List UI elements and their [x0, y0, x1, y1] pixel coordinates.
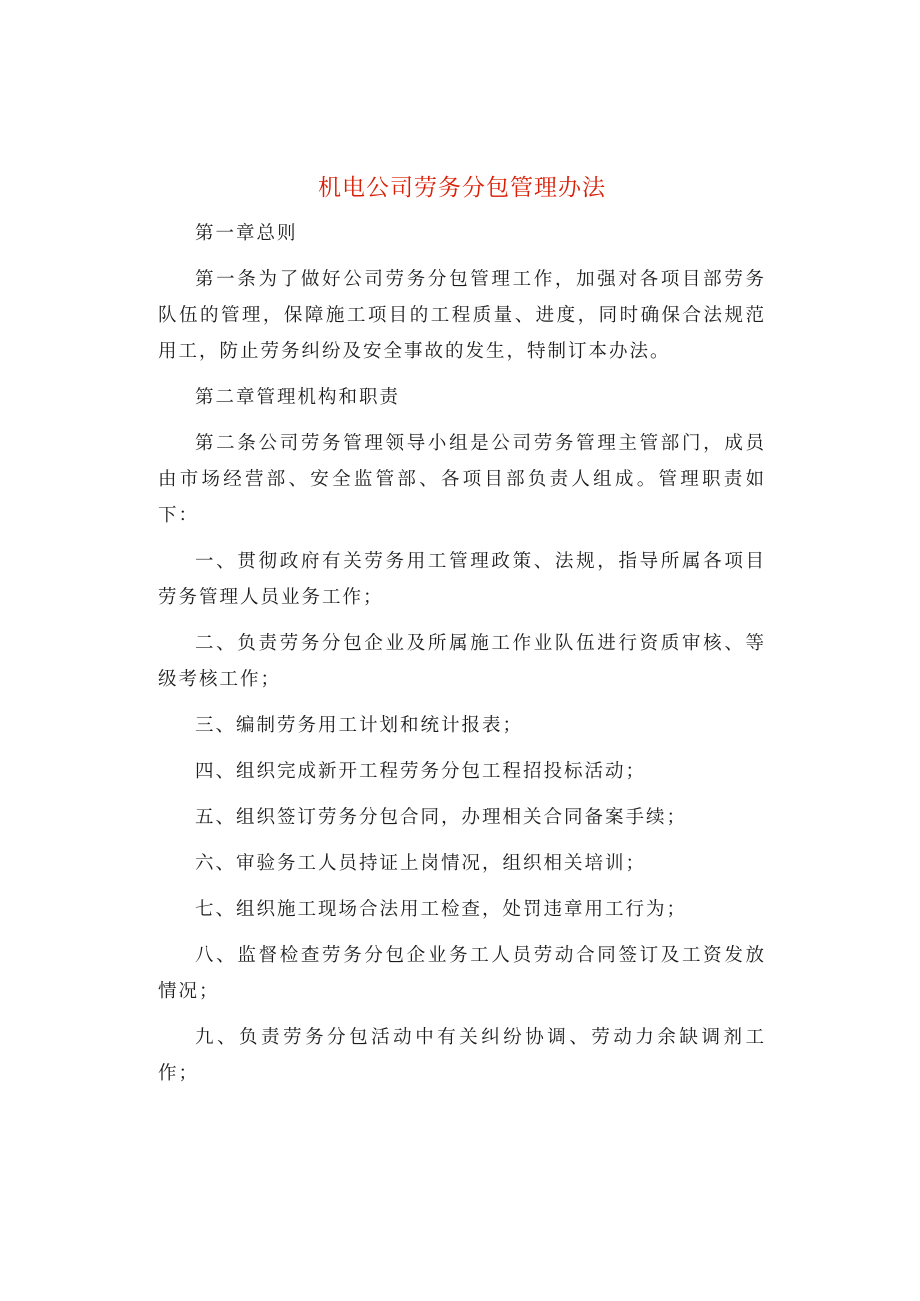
duty-item: 二、负责劳务分包企业及所属施工作业队伍进行资质审核、等级考核工作； [158, 633, 766, 690]
article-paragraph: 第一条为了做好公司劳务分包管理工作，加强对各项目部劳务队伍的管理，保障施工项目的工程质量、进度，同时确保合法规范用工，防止劳务纠纷及安全事故的发生，特制订本办法。 [158, 269, 766, 362]
document-page [158, 170, 766, 1102]
duty-item: 五、组织签订劳务分包合同，办理相关合同备案手续； [195, 807, 688, 828]
duty-item: 一、贯彻政府有关劳务用工管理政策、法规，指导所属各项目劳务管理人员业务工作； [158, 551, 766, 608]
duty-item: 九、负责劳务分包活动中有关纠纷协调、劳动力余缺调剂工作； [158, 1027, 766, 1084]
duty-item: 八、监督检查劳务分包企业务工人员劳动合同签订及工资发放情况； [158, 945, 766, 1002]
duty-item: 三、编制劳务用工计划和统计报表； [195, 715, 524, 736]
document-title: 机电公司劳务分包管理办法 [318, 175, 606, 201]
duty-item: 四、组织完成新开工程劳务分包工程招投标活动； [195, 761, 647, 782]
duty-item: 七、组织施工现场合法用工检查，处罚违章用工行为； [195, 899, 688, 920]
duty-item: 六、审验务工人员持证上岗情况，组织相关培训； [195, 853, 647, 874]
article-paragraph: 第二条公司劳务管理领导小组是公司劳务管理主管部门，成员由市场经营部、安全监管部、各项目部负责人组成。管理职责如下： [158, 433, 766, 526]
chapter-heading: 第二章管理机构和职责 [195, 387, 401, 408]
chapter-heading: 第一章总则 [195, 223, 298, 244]
